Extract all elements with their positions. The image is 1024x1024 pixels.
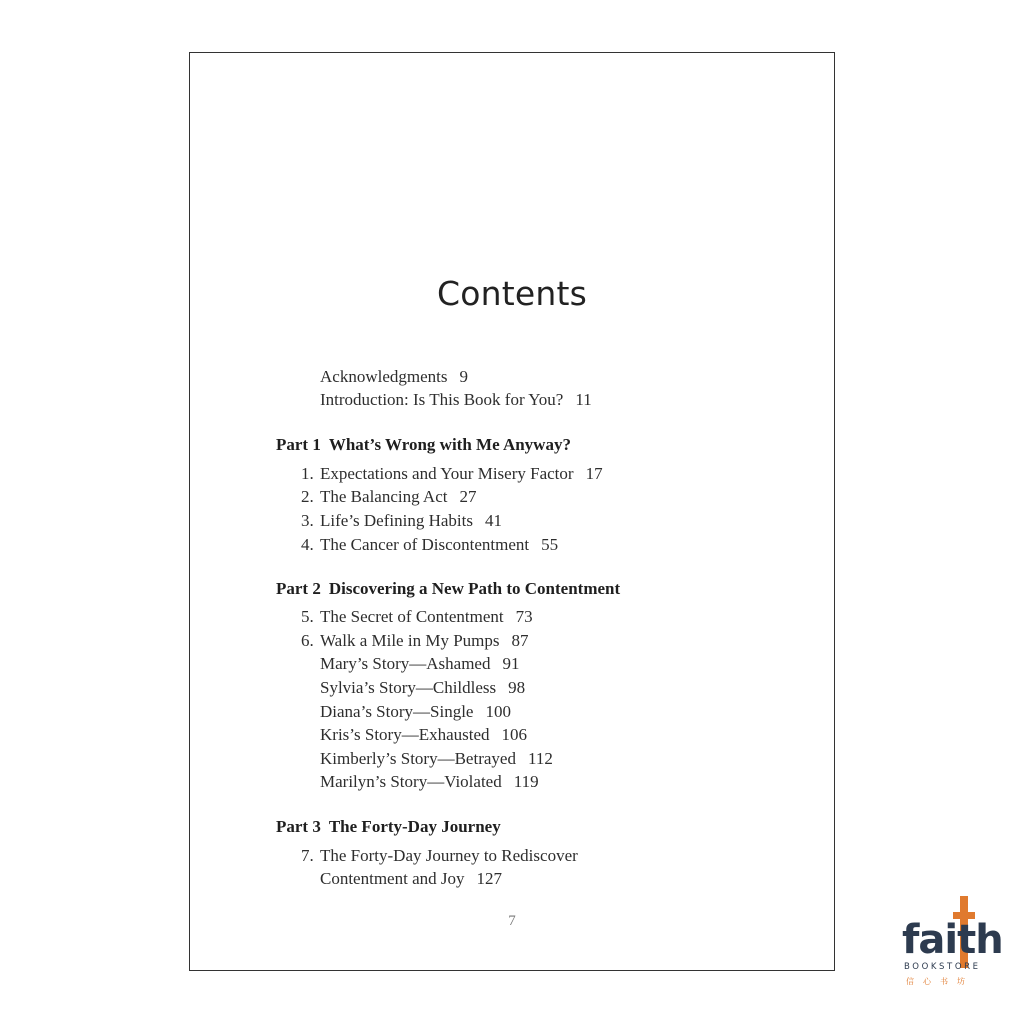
chapter-number: 1. [301, 464, 314, 483]
toc-entry-page: 112 [527, 749, 553, 768]
toc-entry-label: The Balancing Act [320, 487, 448, 506]
chapter-number: 5. [301, 607, 314, 626]
toc-subentry [320, 702, 511, 722]
toc-subentry [320, 772, 539, 792]
chapter-number: 7. [301, 846, 314, 865]
part-3-heading [276, 817, 501, 837]
toc-entry [301, 511, 502, 531]
toc-subentry [320, 725, 527, 745]
part-title: What’s Wrong with Me Anyway? [328, 435, 571, 454]
toc-entry [301, 631, 529, 651]
toc-entry-page: 127 [476, 869, 502, 888]
logo-chinese-text: 信心书坊 [906, 977, 974, 986]
toc-entry-page: 17 [585, 464, 603, 483]
toc-entry-label: Marilyn’s Story—Violated [320, 772, 502, 791]
toc-entry-label: Expectations and Your Misery Factor [320, 464, 574, 483]
toc-entry-label: Diana’s Story—Single [320, 702, 474, 721]
toc-entry-page: 11 [575, 390, 592, 409]
toc-entry-label: The Secret of Contentment [320, 607, 504, 626]
part-title: The Forty-Day Journey [328, 817, 501, 836]
part-label: Part 3 [276, 817, 321, 836]
chapter-number: 2. [301, 487, 314, 506]
toc-subentry [320, 654, 519, 674]
toc-entry-label: Life’s Defining Habits [320, 511, 473, 530]
logo-subtitle: BOOKSTORE [904, 962, 981, 972]
toc-entry [301, 535, 558, 555]
toc-entry-page: 73 [515, 607, 533, 626]
toc-entry-page: 41 [484, 511, 502, 530]
toc-subentry [320, 678, 525, 698]
chapter-number: 4. [301, 535, 314, 554]
toc-entry-page: 91 [502, 654, 520, 673]
book-page [189, 52, 835, 971]
toc-entry-acknowledgments [320, 367, 468, 387]
toc-entry-label: Kris’s Story—Exhausted [320, 725, 490, 744]
toc-entry-page: 27 [459, 487, 477, 506]
chapter-number: 3. [301, 511, 314, 530]
toc-entry-label: Introduction: Is This Book for You? [320, 390, 564, 409]
toc-entry-label: Walk a Mile in My Pumps [320, 631, 500, 650]
toc-entry [301, 607, 533, 627]
part-1-heading [276, 435, 571, 455]
toc-entry-label: The Forty-Day Journey to Rediscover [320, 846, 578, 865]
part-label: Part 2 [276, 579, 321, 598]
toc-entry-page: 87 [511, 631, 529, 650]
toc-entry [301, 464, 603, 484]
toc-entry-label: Acknowledgments [320, 367, 448, 386]
chapter-number: 6. [301, 631, 314, 650]
toc-entry [301, 487, 476, 507]
logo-wordmark: faith [902, 917, 1003, 963]
toc-entry [301, 846, 578, 866]
toc-entry-label: The Cancer of Discontentment [320, 535, 530, 554]
toc-subentry [320, 749, 553, 769]
toc-entry-introduction [320, 390, 592, 410]
toc-entry-label: Kimberly’s Story—Betrayed [320, 749, 516, 768]
page-title: Contents [436, 274, 588, 313]
toc-entry-label: Mary’s Story—Ashamed [320, 654, 491, 673]
toc-entry-page: 98 [508, 678, 526, 697]
toc-entry-page: 9 [459, 367, 468, 386]
part-label: Part 1 [276, 435, 321, 454]
toc-entry-page: 55 [541, 535, 559, 554]
page-number: 7 [508, 913, 516, 929]
faith-bookstore-logo [898, 896, 1003, 996]
toc-entry-continuation [320, 869, 502, 889]
toc-entry-label: Sylvia’s Story—Childless [320, 678, 497, 697]
toc-entry-page: 100 [485, 702, 511, 721]
toc-entry-page: 106 [501, 725, 528, 744]
toc-entry-page: 119 [513, 772, 539, 791]
part-title: Discovering a New Path to Contentment [328, 579, 621, 598]
toc-entry-label: Contentment and Joy [320, 869, 465, 888]
part-2-heading [276, 579, 620, 599]
